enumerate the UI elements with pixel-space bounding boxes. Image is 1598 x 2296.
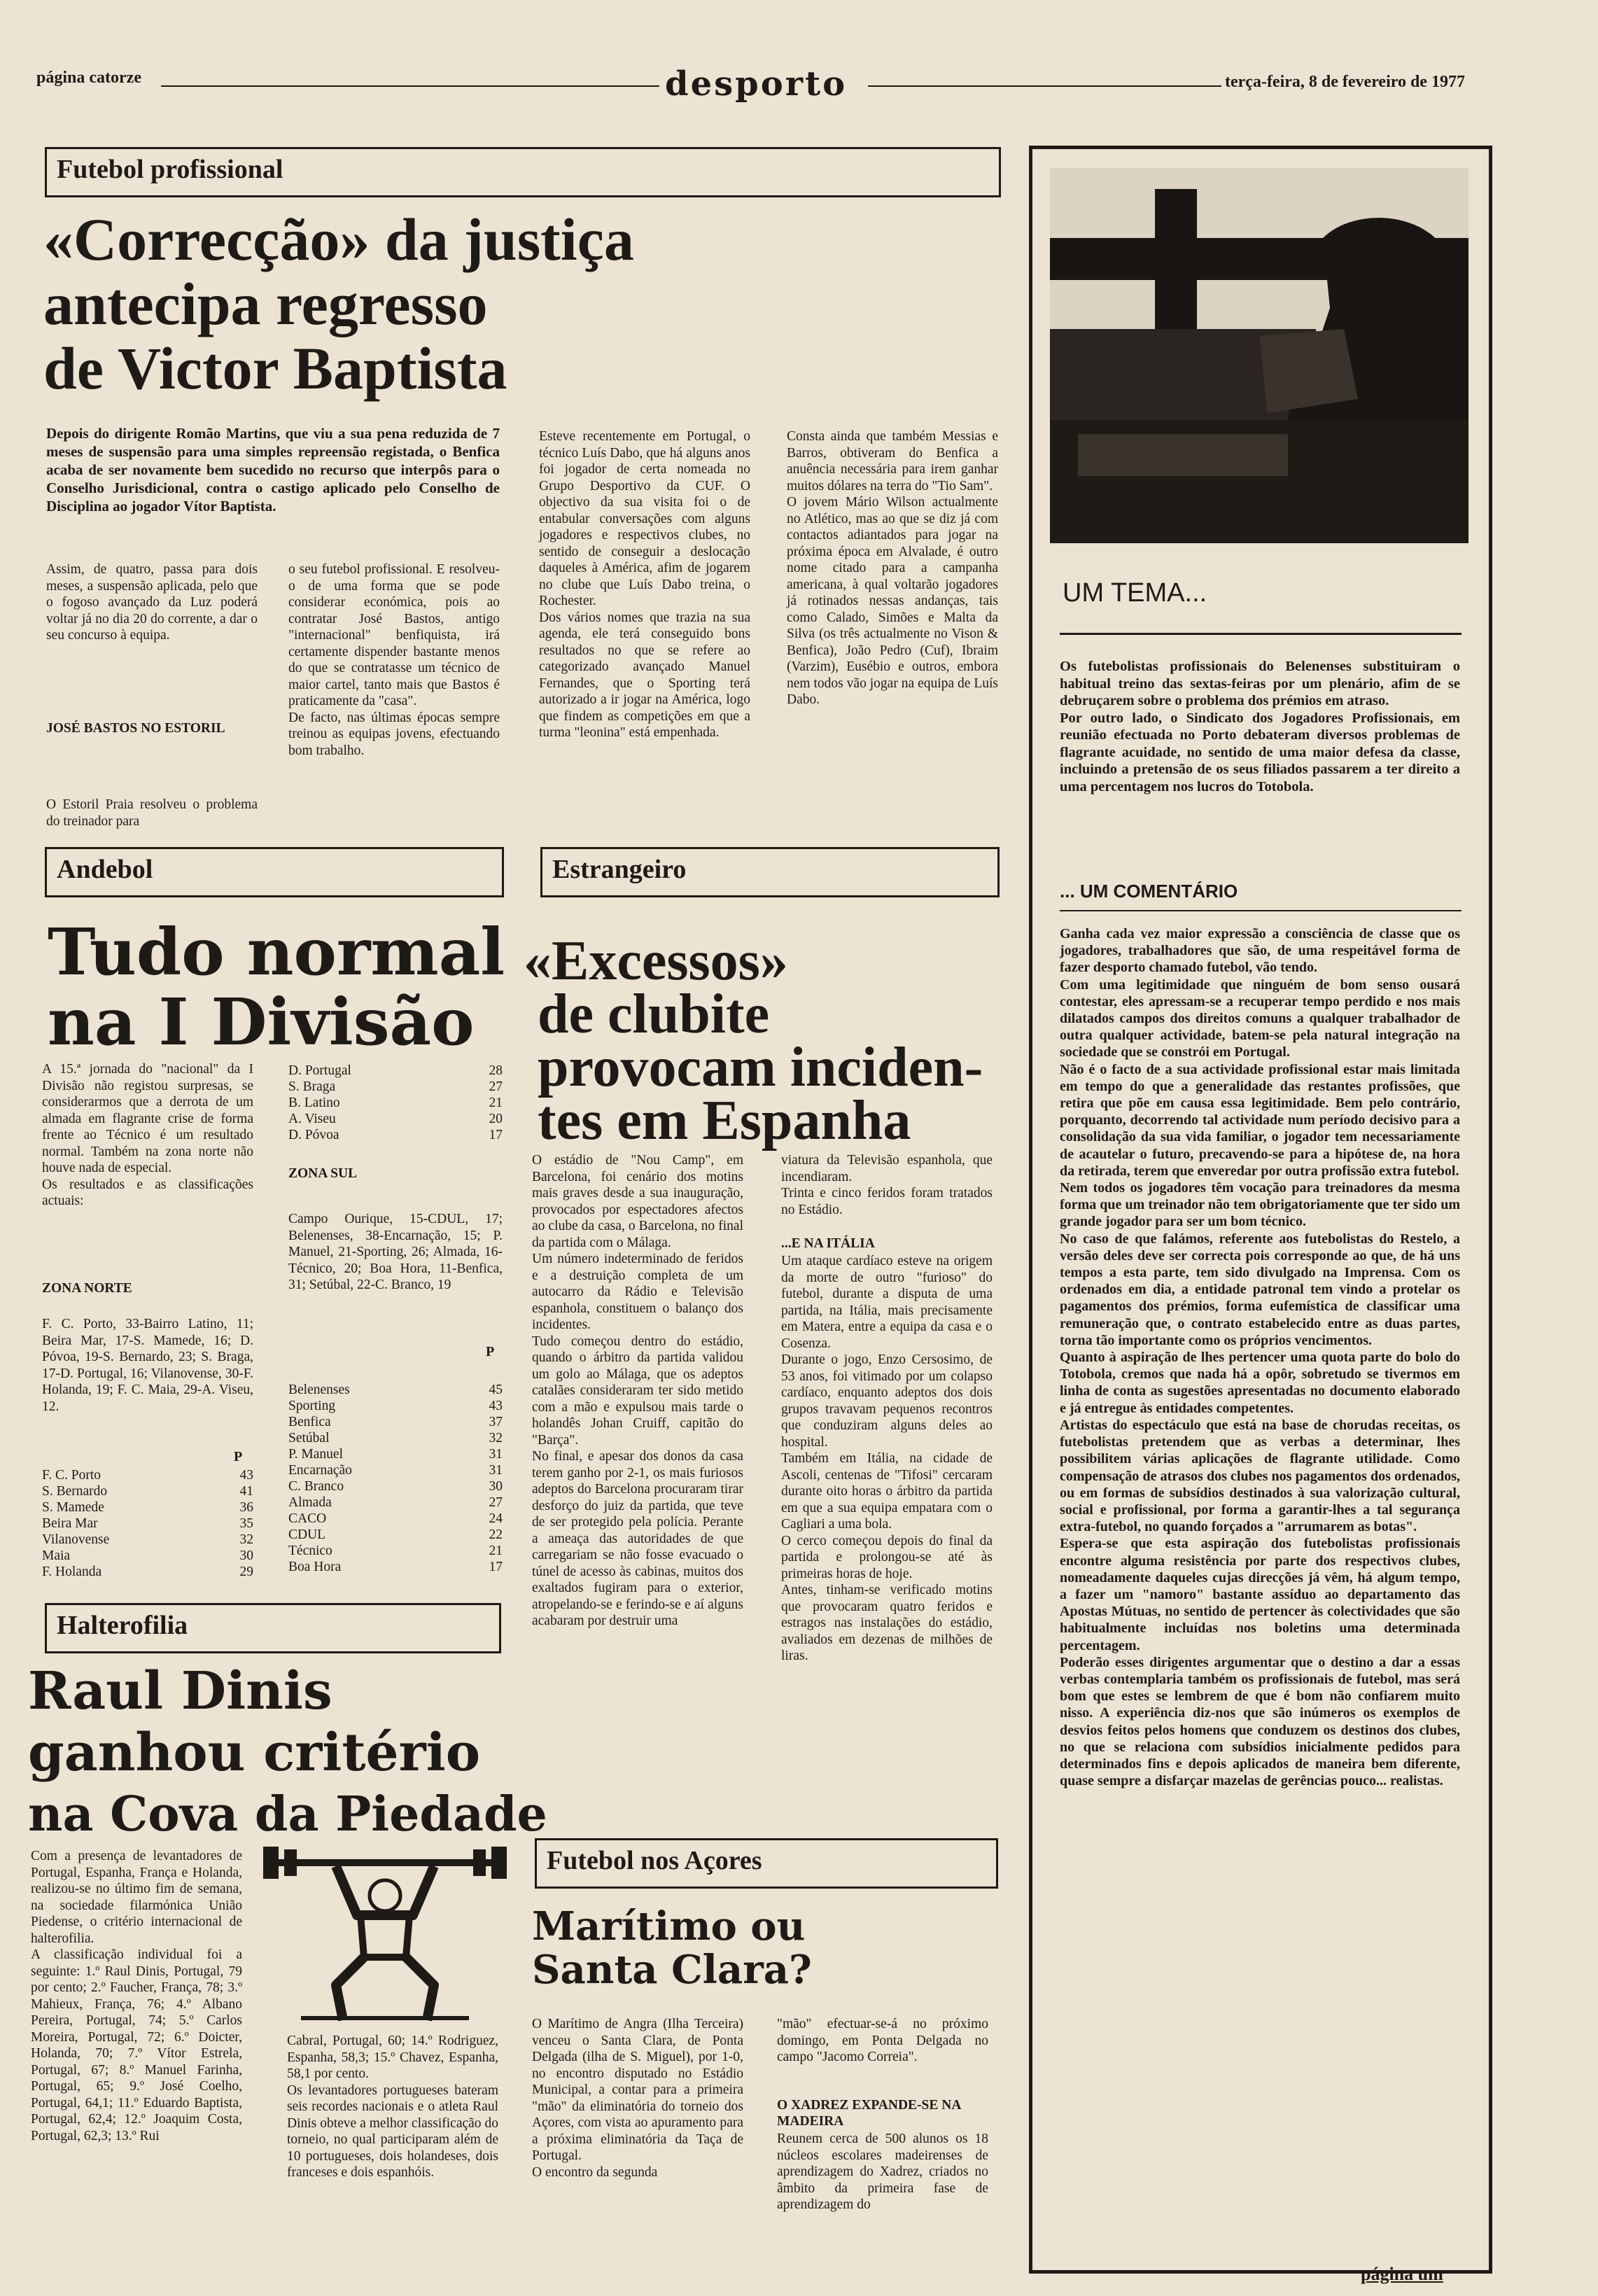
team-points: 36 xyxy=(239,1500,253,1515)
halterofilia-section-label: Halterofilia xyxy=(45,1603,501,1653)
team-points: 35 xyxy=(239,1516,253,1531)
acores-col1: O Marítimo de Angra (Ilha Terceira) venceu o Santa Clara, de Ponta Delgada (ilha de S. Miguel), por 1-0, no encontro disputado no Estádio Municipal, a contar para a primeira "mão" da eliminatória do torneio dos Açores, com vista ao apuramento para a próxima eliminatória da Taça de Portugal. O encontro da segunda xyxy=(532,2017,743,2180)
page-date: terça-feira, 8 de fevereiro de 1977 xyxy=(1225,73,1465,91)
zona-norte-label: ZONA NORTE xyxy=(42,1281,132,1296)
sidebar-comentario-title: ... UM COMENTÁRIO xyxy=(1060,881,1238,902)
team-points: 30 xyxy=(239,1548,253,1563)
team-name: Setúbal xyxy=(288,1431,330,1446)
standings-row xyxy=(288,1559,503,1575)
futebol-col1a: Assim, de quatro, passa para dois meses, a suspensão aplicada, pelo que o fogoso avançado da Luz poderá voltar já no dia 20 do corrente, a dar o seu concurso à equipa. xyxy=(46,562,258,643)
sidebar-tema-rule xyxy=(1060,633,1462,635)
halterofilia-col1: Com a presença de levantadores de Portugal, Espanha, França e Holanda, realizou-se no último fim de semana, na sociedade filarmónica União Piedense, o critério internacional de halterofilia. A classificação individual foi a seguinte: 1.º Raul Dinis, Portugal, 79 por cento; 2.º Faucher, França, 78; 3.º Mahieux, França, 76; 4.º Albano Pereira, Portugal, 74; 5.º Carlos Moreira, Portugal, 72; 6.º Doicter, Holanda, 70; 7.º Vítor Estrela, Portugal, 67; 8.º Manuel Farinha, Portugal, 65; 9.º José Coelho, Portugal, 64,1; 11.º Eduardo Baptista, Portugal, 62,4; 12.º Joaquim Costa, Portugal, 62,3; 13.º Rui xyxy=(31,1849,242,2143)
standings-row xyxy=(288,1494,503,1511)
team-points: 32 xyxy=(489,1431,503,1446)
team-points: 30 xyxy=(489,1479,503,1494)
andebol-text: A 15.ª jornada do "nacional" da I Divisão não registou surpresas, se considerarmos que a derrota de um almada em flagrante crise de forma frente ao Técnico é um resultado normal. Também na zona norte não houve nada de especial. Os resultados e as classificações actuais: xyxy=(42,1062,253,1208)
footer-page-label: página um xyxy=(1361,2264,1443,2284)
andebol-headline-line2: na I Divisão xyxy=(48,984,475,1060)
zona-sul-table xyxy=(288,1382,503,1575)
team-name: Boa Hora xyxy=(288,1560,342,1574)
zona-norte-results: F. C. Porto, 33-Bairro Latino, 11; Beira Mar, 17-S. Mamede, 16; D. Póvoa, 19-S. Bernardo, 23; S. Braga, 17-D. Portugal, 16; Vilanovense, 30-F. Holanda, 19; F. C. Maia, 29-A. Viseu, 12. xyxy=(42,1317,253,1414)
acores-section-label: Futebol nos Açores xyxy=(535,1838,998,1889)
estrangeiro-subhead: ...E NA ITÁLIA xyxy=(781,1236,875,1251)
andebol-section-label: Andebol xyxy=(45,847,504,897)
team-name: Maia xyxy=(42,1548,71,1563)
team-points: 17 xyxy=(489,1128,503,1142)
team-points: 43 xyxy=(489,1399,503,1413)
team-name: Encarnação xyxy=(288,1463,352,1478)
futebol-section-label: Futebol profissional xyxy=(45,147,1001,197)
standings-row xyxy=(288,1414,503,1430)
team-points: 32 xyxy=(239,1532,253,1547)
halterofilia-headline-line1: Raul Dinis xyxy=(28,1661,332,1721)
estrangeiro-headline-line4: tes em Espanha xyxy=(538,1090,911,1152)
futebol-headline-line1: «Correcção» da justiça xyxy=(43,206,634,273)
team-name: Vilanovense xyxy=(42,1532,110,1547)
sidebar-tema-title: UM TEMA... xyxy=(1063,578,1207,608)
standings-row xyxy=(42,1483,253,1499)
acores-col2a: "mão" efectuar-se-á no próximo domingo, em Ponta Delgada no campo "Jacomo Correia". xyxy=(777,2017,988,2064)
standings-row xyxy=(288,1063,503,1079)
zona-norte-table-continued xyxy=(288,1063,503,1143)
team-points: 27 xyxy=(489,1079,503,1094)
team-points: 28 xyxy=(489,1063,503,1078)
acores-subhead: O XADREZ EXPANDE-SE NA MADEIRA xyxy=(777,2098,961,2129)
zona-norte-table xyxy=(42,1467,253,1580)
standings-row xyxy=(288,1462,503,1478)
team-name: S. Braga xyxy=(288,1079,336,1094)
team-points: 24 xyxy=(489,1511,503,1526)
team-points: 31 xyxy=(489,1463,503,1478)
acores-headline-line1: Marítimo ou xyxy=(532,1903,806,1949)
team-name: P. Manuel xyxy=(288,1447,343,1462)
estrangeiro-headline-line2: de clubite xyxy=(538,983,770,1045)
futebol-col2: o seu futebol profissional. E resolveu-o de uma forma que se pode considerar económica, pois ao contratar José Bastos, antigo "internacional" benfiquista, irá certamente dispender bastante menos do que se contratasse um técnico de maior cartel, tanto mais que Bastos é praticamente da "casa". De facto, nas últimas épocas sempre treinou as equipas jovens, efectuando bom trabalho. xyxy=(288,562,500,758)
standings-row xyxy=(288,1543,503,1559)
team-name: D. Póvoa xyxy=(288,1128,339,1142)
estrangeiro-col1: O estádio de "Nou Camp", em Barcelona, foi cenário dos motins mais graves desde a sua inauguração, provocados por espectadores afectos ao clube da casa, o Barcelona, no final da partida com o Málaga. Um número indeterminado de feridos e a destruição completa de um autocarro da Rádio e Televisão espanhola, constituem o balanço dos incidentes. Tudo começou dentro do estádio, quando o árbitro da partida validou um golo ao Málaga, que os adeptos catalães consideraram ter sido metido com a mão e expulsou mais tarde o holandês Johan Cruiff, capitão do "Barça". No final, e apesar dos donos da casa terem ganho por 2-1, os mais furiosos adeptos do Barcelona procuraram tirar desforço do juiz da partida, que teve de ser protegido pela polícia. Perante a ameaça das autoridades de que carregariam se não fosse evacuado o túnel de acesso às cabinas, muitos dos exaltados fugiram para o exterior, atropelando-se e ferindo-se e aí alguns acabaram por destruir uma xyxy=(532,1153,743,1628)
team-name: A. Viseu xyxy=(288,1112,336,1126)
halterofilia-col2: Cabral, Portugal, 60; 14.º Rodriguez, Espanha, 58,3; 15.º Chavez, Espanha, 58,1 por cento. Os levantadores portugueses bateram seis recordes nacionais e o atleta Raul Dinis obteve a melhor classificação do torneio, no qual participaram além de 10 portugueses, dois holandeses, dois franceses e dois espanhóis. xyxy=(287,2033,498,2180)
standings-row xyxy=(42,1499,253,1516)
acores-headline-line2: Santa Clara? xyxy=(532,1947,812,1993)
zona-sul-label: ZONA SUL xyxy=(288,1166,358,1181)
team-points: 43 xyxy=(239,1468,253,1483)
team-name: F. C. Porto xyxy=(42,1468,101,1483)
zona-sul-results: Campo Ourique, 15-CDUL, 17; Belenenses, 38-Encarnação, 15; P. Manuel, 21-Sporting, 26; Almada, 16-Técnico, 20; Boa Hora, 11-Benfica, 31; Setúbal, 22-C. Branco, 19 xyxy=(288,1212,503,1292)
estrangeiro-section-label: Estrangeiro xyxy=(540,847,1000,897)
estrangeiro-headline-line3: provocam inciden- xyxy=(538,1037,983,1098)
team-points: 22 xyxy=(489,1527,503,1542)
estrangeiro-col2a: viatura da Televisão espanhola, que incendiaram. Trinta e cinco feridos foram tratados no Estádio. xyxy=(781,1153,993,1217)
futebol-subhead: JOSÉ BASTOS NO ESTORIL xyxy=(46,721,225,736)
team-name: Belenenses xyxy=(288,1382,350,1397)
team-points: 20 xyxy=(489,1112,503,1126)
zona-norte-p-header: P xyxy=(234,1449,243,1464)
estrangeiro-col2b: Um ataque cardíaco esteve na origem da morte de outro "furioso" do futebol, durante a disputa de uma partida, na Itália, mais precisamente em Matera, entre a equipa da casa e o Cosenza. Durante o jogo, Enzo Cersosimo, de 53 anos, foi vitimado por um colapso cardíaco, enquanto adeptos dos dois grupos travavam pequenos recontros que conduziram alguns deles ao hospital. Também em Itália, na cidade de Ascoli, centenas de "Tifosi" cercaram durante oito horas o árbitro da partida em que a sua equipa empatara com o Cagliari a uma bola. O cerco começou depois do final da partida e prolongou-se até às primeiras horas de hoje. Antes, tinham-se verificado motins que provocaram quatro feridos e estragos nas instalações do estádio, avaliados em dezenas de milhões de liras. xyxy=(781,1254,993,1663)
team-points: 37 xyxy=(489,1415,503,1429)
team-points: 41 xyxy=(239,1484,253,1499)
team-points: 27 xyxy=(489,1495,503,1510)
team-points: 29 xyxy=(239,1564,253,1579)
standings-row xyxy=(288,1430,503,1446)
weightlifter-illustration xyxy=(259,1845,511,2022)
futebol-col4: Consta ainda que também Messias e Barros, obtiveram do Benfica a anuência necessária para irem ganhar muitos dólares na terra do "Tio Sam". O jovem Mário Wilson actualmente no Atlético, mas ao que se diz já com contactos adiantados para jogar na próxima época em Alvalade, é outro nome citado para a campanha americana, à qual voltarão jogadores já rotinados nessas andanças, tais como Calado, Simões e Malta da Silva (os três actualmente no Vison & Benfica), João Pedro (Cuf), Ibraim (Varzim), Eusébio e outros, embora nem todos vão jogar na equipa de Luís Dabo. xyxy=(787,429,998,707)
team-name: F. Holanda xyxy=(42,1564,102,1579)
sidebar-comentario-rule xyxy=(1060,910,1462,911)
masthead-rule-left xyxy=(161,85,659,87)
futebol-headline-line3: de Victor Baptista xyxy=(43,335,507,402)
futebol-col3: Esteve recentemente em Portugal, o técnico Luís Dabo, que há alguns anos foi jogador de certa nomeada no Grupo Desportivo da CUF. O objectivo da sua visita foi o de entabular conversações com alguns jogadores e respectivos clubes, no sentido de conseguir a deslocação daqueles à América, afim de jogarem no clube que Luís Dabo treina, o Rochester. Dos vários nomes que trazia na sua agenda, ele terá conseguido bons resultados no que se refere ao categorizado avançado Manuel Fernandes, que o Sporting terá autorizado a ir jogar na América, logo que findem as competições em que a turma "leonina" está empenhada. xyxy=(539,429,750,740)
sidebar-tema-text: Os futebolistas profissionais do Belenenses substituiram o habitual treino das sextas-feiras por um plenário, afim de se debruçarem sobre o problema dos prémios em atraso. Por outro lado, o Sindicato dos Jogadores Profissionais, em reunião efectuada no Porto debateram diversos problemas de flagrante acuidade, no sentido de uma maior defesa da classe, incluindo a pretensão de os seus filiados passarem a ter direito a uma percentagem nos lucros do Totobola. xyxy=(1060,659,1460,794)
standings-row xyxy=(42,1564,253,1580)
page-label: página catorze xyxy=(36,69,141,87)
standings-row xyxy=(288,1446,503,1462)
standings-row xyxy=(42,1548,253,1564)
masthead-rule-right xyxy=(868,85,1221,87)
team-name: Almada xyxy=(288,1495,332,1510)
zona-sul-p-header: P xyxy=(486,1344,495,1359)
team-name: Benfica xyxy=(288,1415,331,1429)
standings-row xyxy=(288,1511,503,1527)
team-points: 45 xyxy=(489,1382,503,1397)
team-name: Sporting xyxy=(288,1399,336,1413)
team-points: 21 xyxy=(489,1544,503,1558)
acores-col2b: Reunem cerca de 500 alunos os 18 núcleos escolares madeirenses de aprendizagem do Xadrez, criados no âmbito da primeira fase de aprendizagem do xyxy=(777,2132,988,2212)
standings-row xyxy=(288,1095,503,1111)
team-name: CDUL xyxy=(288,1527,326,1542)
team-name: CACO xyxy=(288,1511,327,1526)
standings-row xyxy=(42,1516,253,1532)
standings-row xyxy=(288,1111,503,1127)
andebol-headline-line1: Tudo normal xyxy=(48,914,505,990)
standings-row xyxy=(288,1382,503,1398)
standings-row xyxy=(42,1467,253,1483)
futebol-headline-line2: antecipa regresso xyxy=(43,270,488,337)
standings-row xyxy=(288,1527,503,1543)
futebol-lead: Depois do dirigente Romão Martins, que viu a sua pena reduzida de 7 meses de suspensão para uma simples repreensão registada, o Benfica acaba de ser novamente bem sucedido no recurso que interpôs para o Conselho Jurisdicional, contra o castigo aplicado pelo Conselho de Disciplina ao jogador Vítor Baptista. xyxy=(46,425,500,514)
estrangeiro-headline-line1: «Excessos» xyxy=(524,930,788,992)
sidebar-photo xyxy=(1050,168,1469,543)
team-name: S. Mamede xyxy=(42,1500,104,1515)
standings-row xyxy=(288,1398,503,1414)
team-name: C. Branco xyxy=(288,1479,344,1494)
team-name: S. Bernardo xyxy=(42,1484,108,1499)
team-points: 17 xyxy=(489,1560,503,1574)
standings-row xyxy=(288,1127,503,1143)
standings-row xyxy=(288,1079,503,1095)
team-name: B. Latino xyxy=(288,1096,340,1110)
halterofilia-headline-line3: na Cova da Piedade xyxy=(28,1786,547,1842)
team-name: Técnico xyxy=(288,1544,332,1558)
team-name: D. Portugal xyxy=(288,1063,351,1078)
sidebar-comentario-text: Ganha cada vez maior expressão a consciência de classe que os jogadores, trabalhadores que são, de uma respeitável forma de fazer desporto chamado futebol, vão tendo. Com uma legitimidade que ninguém de bom senso ousará contestar, eles apressam-se a recuperar tempo perdido e nos mais dilatados campos dos direitos comuns a qualquer trabalhador de outra qualquer actividade, batem-se pela natural integração na sociedade que se constrói em Portugal. Não é o facto de a sua actividade profissional estar mais limitada em tempo do que a generalidade das restantes profissões, que retira que põe em causa essa legitimidade. Bem pelo contrário, porquanto, decorrendo tal actividade num período decisivo para a consolidação da sua vida familiar, o jogador tem necessariamente de acautelar o futuro, precavendo-se para a hipótese de, na hora da retirada, terem que enveredar por outra profissão extra futebol. Nem todos os jogadores têm vocação para treinadores da mesma forma que um treinador não tem obrigatoriamente que ter sido um grande jogador para ser um bom técnico. No caso de que falámos, referente aos futebolistas do Restelo, a versão deles deve ser correcta pois corresponde ao que, de há uns tempos a esta parte, tem sido divulgado na Imprensa. Com os ordenados em dia, a entidade patronal tem vindo a protelar os pagamentos dos prémios, forma eufemística de classificar uma remuneração que, o contrato estabelecido entre as duas partes, torna tão importante como os próprios vencimentos. Quanto à aspiração de lhes pertencer uma quota parte do bolo do Totobola, cremos que nada há a opôr, sobretudo se tivermos em linha de conta as sugestões apresentadas no documento elaborado e já entregue às entidades competentes. Artistas do espectáculo que está na base de chorudas receitas, os futebolistas pretendem que as verbas a determinar, lhes possibilitem várias aplicações de flagrante utilidade. Como compensação de atrasos dos clubes nos pagamentos dos ordenados, ou em formas de subsídios destinados à sua valorização cultural, social e profissional, por forma a garantir-lhes a tal segurança extra-futebol, no quando forçados a "arrumarem as botas". Espera-se que esta aspiração dos futebolistas profissionais encontre alguma resistência por parte dos respectivos clubes, nomeadamente daqueles cujas direcções já vêm, há algum tempo, a fazer um "namoro" bastante assíduo ao departamento das Apostas Mútuas, no sentido de pertencer às colectividades que são habitualmente incluídas nos boletins uma determinada percentagem. Poderão esses dirigentes argumentar que o destino a dar a essas verbas contemplaria também os profissionais de futebol, mas será bom que estes se lembrem de que é bom não confiarem muito nisso. A experiência diz-nos que são inúmeros os exemplos de desvios feitos pelos homens que conduzem os destinos dos clubes, no que se relaciona com subsídios inicialmente pedidos para determinados fins e depois aplicados de maneira bem diferente, quase sempre a disfarçar mazelas de gerências pouco... realistas. xyxy=(1060,926,1460,1789)
standings-row xyxy=(42,1532,253,1548)
section-title: desporto xyxy=(665,64,848,104)
team-points: 21 xyxy=(489,1096,503,1110)
standings-row xyxy=(288,1478,503,1494)
team-points: 31 xyxy=(489,1447,503,1462)
futebol-col1b: O Estoril Praia resolveu o problema do treinador para xyxy=(46,797,258,829)
halterofilia-headline-line2: ganhou critério xyxy=(28,1723,481,1783)
team-name: Beira Mar xyxy=(42,1516,98,1531)
